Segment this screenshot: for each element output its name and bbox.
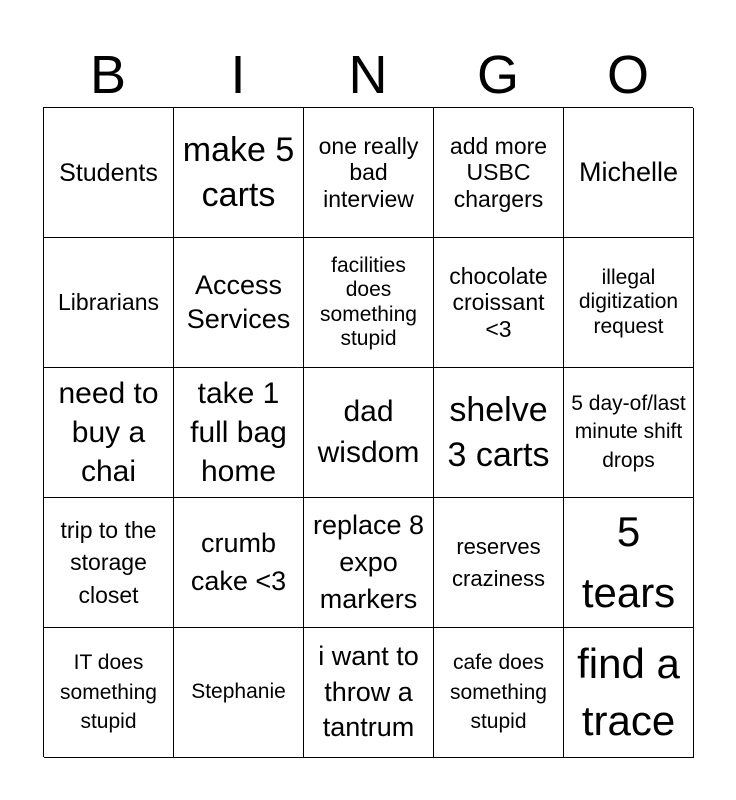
cell-label: Access Services <box>186 269 291 334</box>
bingo-cell[interactable] <box>564 238 694 368</box>
bingo-cell[interactable] <box>174 368 304 498</box>
cell-label: crumb cake <3 <box>190 527 287 596</box>
cell-label: Students <box>59 158 158 187</box>
bingo-cell[interactable] <box>174 628 304 758</box>
cell-label: Librarians <box>58 289 159 316</box>
cell-label: make 5 carts <box>182 130 295 214</box>
bingo-board <box>43 107 693 757</box>
cell-label: Michelle <box>578 156 679 187</box>
bingo-cell[interactable] <box>304 108 434 238</box>
bingo-cell[interactable] <box>44 628 174 758</box>
cell-label: chocolate croissant <3 <box>449 262 548 342</box>
bingo-cell[interactable] <box>174 498 304 628</box>
bingo-cell[interactable] <box>44 238 174 368</box>
header-letter-b: B <box>89 45 127 105</box>
bingo-cell[interactable] <box>564 368 694 498</box>
bingo-cell[interactable] <box>564 628 694 758</box>
header-letter-i: I <box>230 45 246 105</box>
bingo-cell[interactable] <box>44 498 174 628</box>
cell-label: dad wisdom <box>317 395 420 469</box>
bingo-cell[interactable] <box>304 628 434 758</box>
bingo-cell[interactable] <box>304 368 434 498</box>
cell-label: cafe does something stupid <box>450 650 547 734</box>
header-letter-n: N <box>348 45 388 105</box>
cell-label: one really bad interview <box>318 132 419 212</box>
bingo-header <box>43 44 693 106</box>
header-letter-o: O <box>606 45 649 105</box>
cell-label: Stephanie <box>191 680 286 704</box>
cell-label: replace 8 expo markers <box>312 509 425 615</box>
cell-label: need to buy a chai <box>58 377 159 488</box>
bingo-cell[interactable] <box>434 498 564 628</box>
bingo-cell[interactable] <box>44 368 174 498</box>
bingo-cell[interactable] <box>434 238 564 368</box>
cell-label: reserves craziness <box>452 533 545 591</box>
bingo-cell[interactable] <box>44 108 174 238</box>
cell-label: trip to the storage closet <box>60 517 157 608</box>
bingo-cell[interactable] <box>564 498 694 628</box>
cell-label: 5 day-of/last minute shift drops <box>571 391 686 472</box>
cell-label: find a trace <box>577 639 680 744</box>
cell-label: take 1 full bag home <box>190 377 287 488</box>
cell-label: facilities does something stupid <box>320 254 417 350</box>
bingo-cell[interactable] <box>174 108 304 238</box>
cell-label: 5 tears <box>581 507 676 616</box>
cell-label: IT does something stupid <box>60 650 157 734</box>
bingo-cell[interactable] <box>304 238 434 368</box>
bingo-cell[interactable] <box>434 628 564 758</box>
bingo-cell[interactable] <box>434 108 564 238</box>
bingo-cell[interactable] <box>564 108 694 238</box>
cell-label: i want to throw a tantrum <box>318 640 419 743</box>
cell-label: add more USBC chargers <box>449 132 548 212</box>
bingo-cell[interactable] <box>174 238 304 368</box>
bingo-cell[interactable] <box>434 368 564 498</box>
bingo-cell[interactable] <box>304 498 434 628</box>
header-letter-g: G <box>476 45 519 105</box>
cell-label: illegal digitization request <box>578 266 679 338</box>
cell-label: shelve 3 carts <box>447 390 550 474</box>
